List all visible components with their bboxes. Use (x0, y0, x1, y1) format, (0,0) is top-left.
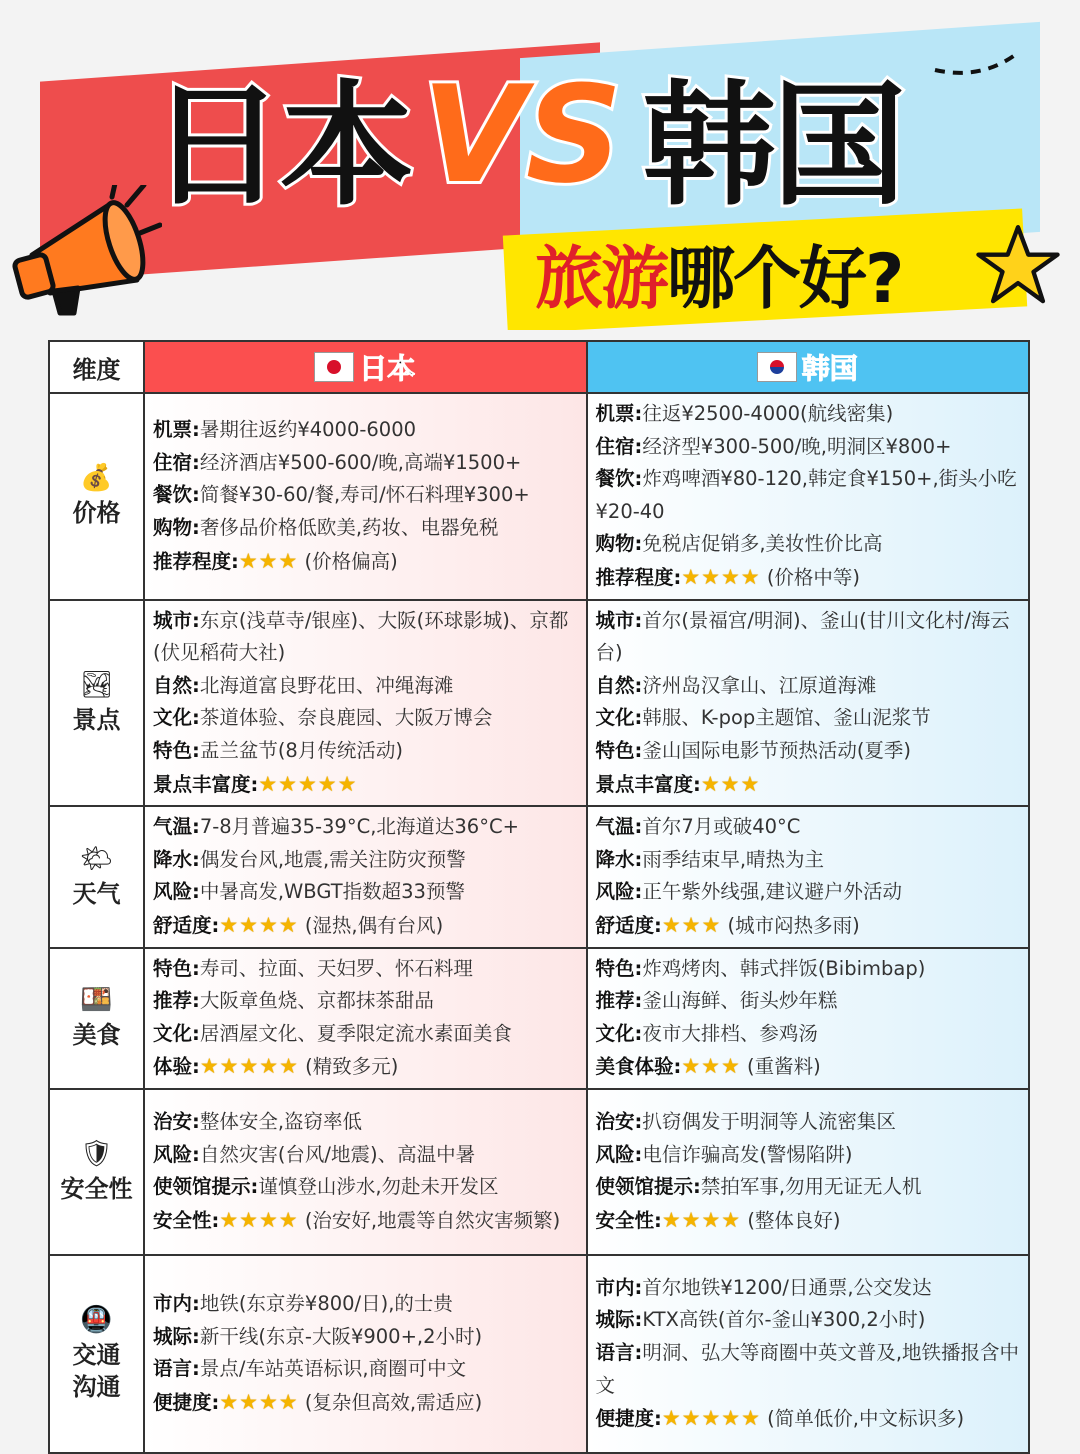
item-key: 推荐程度: (595, 565, 682, 589)
item-key: 语言: (153, 1357, 200, 1381)
header-korea (587, 341, 1030, 393)
rating-stars-icon: ★★★★ (219, 1389, 299, 1414)
dimension-label: 景点 (72, 705, 121, 734)
item-key: 景点丰富度: (153, 772, 259, 796)
header-japan (144, 341, 587, 393)
comparison-table (48, 340, 1030, 1431)
item-key: 治安: (153, 1110, 200, 1134)
list-item (596, 463, 1021, 528)
dimension-label: 安全性 (60, 1174, 133, 1203)
item-key: 特色: (595, 738, 643, 762)
item-value: (湿热,偶有台风) (304, 913, 444, 937)
page-subtitle (535, 225, 902, 322)
dimension-cell-sights (49, 600, 144, 807)
header-dimension: 维度 (49, 341, 144, 393)
item-value: 免税店促销多,美妆性价比高 (642, 532, 883, 556)
item-value: 大阪章鱼烧、京都抹茶甜品 (199, 989, 434, 1013)
item-value: 简餐¥30-60/餐,寿司/怀石料理¥300+ (199, 483, 530, 507)
list-item (596, 1402, 1021, 1436)
bento-icon: 🍱 (80, 985, 113, 1016)
list-item (153, 985, 578, 1018)
list-item (596, 605, 1021, 670)
item-value: 茶道体验、奈良鹿园、大阪万博会 (199, 706, 493, 730)
item-value: 釜山海鲜、街头炒年糕 (642, 989, 838, 1013)
list-item (596, 1304, 1021, 1337)
item-value: 谨慎登山涉水,勿赴未开发区 (258, 1175, 499, 1199)
item-key: 推荐: (153, 989, 200, 1013)
list-item (596, 1204, 1021, 1238)
dashed-line-decoration (930, 30, 1040, 100)
list-item (596, 1106, 1021, 1139)
item-value: 往返¥2500-4000(航线密集) (642, 402, 894, 425)
list-item (596, 670, 1021, 703)
japan-cell-transport (144, 1255, 587, 1453)
shield-icon: 🛡 (79, 1138, 113, 1169)
dimension-label: 天气 (72, 879, 121, 908)
item-value: 居酒屋文化、夏季限定流水素面美食 (199, 1021, 512, 1045)
item-value: 暑期往返约¥4000-6000 (199, 418, 417, 442)
item-value: 扒窃偶发于明洞等人流密集区 (642, 1110, 896, 1134)
list-item (596, 1272, 1021, 1305)
item-key: 治安: (595, 1110, 643, 1134)
item-key: 住宿: (153, 450, 200, 474)
table-row (49, 806, 1029, 947)
item-key: 语言: (595, 1341, 643, 1365)
dimension-cell-price (49, 393, 144, 600)
item-value: 寿司、拉面、天妇罗、怀石料理 (199, 956, 473, 980)
item-value: (价格中等) (766, 565, 861, 589)
item-value: (重酱料) (747, 1055, 821, 1079)
table-row (49, 948, 1029, 1089)
item-key: 机票: (153, 418, 200, 442)
item-key: 气温: (153, 815, 200, 839)
item-value: 新干线(东京-大阪¥900+,2小时) (199, 1324, 483, 1348)
item-key: 特色: (153, 738, 200, 762)
title-vs: VS (422, 57, 623, 213)
item-key: 景点丰富度: (595, 772, 701, 796)
item-key: 市内: (595, 1275, 643, 1299)
dimension-cell-transport (49, 1255, 144, 1453)
rating-stars-icon: ★★★★ (681, 564, 761, 589)
list-item (153, 670, 578, 703)
list-item (596, 909, 1021, 943)
rating-stars-icon: ★★★★★ (199, 1054, 299, 1079)
item-value: 正午紫外线强,建议避户外活动 (642, 880, 903, 904)
dimension-label: 交通 (72, 1340, 121, 1369)
japan-cell-food (144, 948, 587, 1089)
item-value: (精致多元) (305, 1055, 399, 1079)
item-value: 景点/车站英语标识,商圈可中文 (199, 1357, 467, 1381)
item-key: 风险: (153, 1142, 200, 1166)
korea-cell-food (587, 948, 1030, 1089)
item-key: 降水: (595, 847, 643, 871)
item-value: 东京(浅草寺/银座)、大阪(环球影城)、京都(伏见稻荷大社) (153, 608, 569, 665)
korea-cell-safety (587, 1089, 1030, 1255)
item-value: (价格偏高) (304, 549, 398, 573)
item-key: 餐饮: (153, 483, 200, 507)
table-row (49, 1255, 1029, 1453)
item-key: 文化: (595, 706, 643, 730)
item-key: 餐饮: (595, 467, 643, 491)
rating-stars-icon: ★★★ (700, 771, 761, 796)
list-item (596, 1050, 1021, 1084)
item-value: (复杂但高效,需适应) (304, 1390, 483, 1414)
item-key: 使领馆提示: (595, 1175, 701, 1199)
item-key: 安全性: (595, 1208, 662, 1232)
item-value: 首尔7月或破40°C (642, 815, 801, 839)
item-key: 美食体验: (595, 1055, 682, 1079)
item-value: 盂兰盆节(8月传统活动) (199, 738, 403, 762)
item-value: 韩服、K-pop主题馆、釜山泥浆节 (642, 706, 931, 730)
list-item (153, 876, 578, 909)
korea-cell-price (587, 393, 1030, 600)
item-key: 自然: (153, 673, 200, 697)
list-item (153, 811, 578, 844)
table-row (49, 600, 1029, 807)
list-item (153, 702, 578, 735)
item-key: 气温: (595, 815, 643, 839)
item-key: 推荐程度: (153, 549, 239, 573)
list-item (153, 1321, 578, 1354)
item-key: 安全性: (153, 1208, 220, 1232)
list-item (596, 844, 1021, 877)
subtitle-part1: 旅游 (535, 240, 668, 319)
list-item (153, 512, 578, 545)
rating-stars-icon: ★★★★ (219, 912, 299, 937)
item-value: 经济酒店¥500-600/晚,高端¥1500+ (199, 450, 522, 474)
list-item (153, 1386, 578, 1420)
item-key: 住宿: (595, 434, 643, 458)
list-item (153, 909, 578, 943)
metro-icon: 🚇 (80, 1304, 113, 1335)
list-item (153, 1171, 578, 1204)
list-item (153, 605, 578, 670)
item-value: 奢侈品价格低欧美,药妆、电器免税 (199, 516, 499, 540)
list-item (153, 479, 578, 512)
title-japan: 日本 (150, 68, 411, 224)
item-value: 明洞、弘大等商圈中英文普及,地铁播报含中文 (595, 1341, 1020, 1397)
table-row (49, 1089, 1029, 1255)
japan-cell-sights (144, 600, 587, 807)
item-key: 城市: (153, 608, 200, 632)
item-value: 经济型¥300-500/晚,明洞区¥800+ (642, 434, 952, 458)
korea-cell-weather (587, 806, 1030, 947)
table-row (49, 393, 1029, 600)
list-item (596, 735, 1021, 768)
sun-cloud-icon: 🌤 (79, 843, 113, 874)
list-item (596, 702, 1021, 735)
list-item (596, 1139, 1021, 1172)
page-title (150, 55, 903, 224)
item-value: 雨季结束早,晴热为主 (642, 847, 825, 871)
list-item (153, 447, 578, 480)
item-value: 中暑高发,WBGT指数超33预警 (199, 880, 465, 904)
item-value: 夜市大排档、参鸡汤 (642, 1021, 818, 1045)
list-item (596, 398, 1021, 431)
item-key: 机票: (595, 402, 643, 425)
item-value: 偶发台风,地震,需关注防灾预警 (199, 847, 466, 871)
list-item (153, 1050, 578, 1084)
list-item (153, 735, 578, 768)
rating-stars-icon: ★★★★ (219, 1207, 299, 1232)
list-item (596, 768, 1021, 802)
dimension-cell-food (49, 948, 144, 1089)
megaphone-icon (12, 185, 162, 320)
list-item (596, 528, 1021, 561)
item-value: 济州岛汉拿山、江原道海滩 (642, 673, 877, 697)
landscape-icon: 🏞 (79, 669, 113, 700)
item-key: 文化: (595, 1021, 643, 1045)
list-item (596, 561, 1021, 595)
item-value: 禁拍军事,勿用无证无人机 (700, 1175, 922, 1199)
rating-stars-icon: ★★★ (238, 548, 299, 573)
dimension-cell-safety (49, 1089, 144, 1255)
list-item (153, 768, 578, 802)
item-value: (治安好,地震等自然灾害频繁) (304, 1208, 561, 1232)
item-key: 舒适度: (595, 913, 662, 937)
item-key: 城市: (595, 608, 643, 632)
list-item (153, 844, 578, 877)
item-value: (城市闷热多雨) (727, 913, 860, 937)
item-key: 体验: (153, 1055, 200, 1079)
item-key: 购物: (595, 532, 643, 556)
list-item (596, 1018, 1021, 1051)
item-key: 市内: (153, 1292, 200, 1316)
list-item (596, 1171, 1021, 1204)
item-value: (整体良好) (747, 1208, 841, 1232)
item-key: 风险: (595, 880, 643, 904)
item-key: 便捷度: (595, 1407, 662, 1431)
item-key: 使领馆提示: (153, 1175, 259, 1199)
item-key: 舒适度: (153, 913, 220, 937)
list-item (596, 431, 1021, 464)
subtitle-part2: 哪个好? (667, 240, 903, 319)
item-key: 风险: (153, 880, 200, 904)
item-key: 城际: (595, 1308, 643, 1332)
dimension-label: 价格 (72, 499, 121, 528)
item-value: 釜山国际电影节预热活动(夏季) (642, 738, 912, 762)
item-key: 便捷度: (153, 1390, 220, 1414)
item-value: 地铁(东京券¥800/日),的士贵 (199, 1292, 453, 1316)
item-key: 推荐: (595, 989, 643, 1013)
rating-stars-icon: ★★★★ (661, 1207, 742, 1232)
list-item (153, 1288, 578, 1321)
item-value: 自然灾害(台风/地震)、高温中暑 (199, 1142, 476, 1166)
rating-stars-icon: ★★★ (681, 1054, 741, 1079)
list-item (596, 953, 1021, 986)
item-key: 降水: (153, 847, 200, 871)
item-key: 自然: (595, 673, 643, 697)
item-value: (简单低价,中文标识多) (767, 1407, 965, 1431)
rating-stars-icon: ★★★★★ (258, 771, 358, 796)
item-value: 整体安全,盗窃率低 (199, 1110, 363, 1134)
list-item (596, 876, 1021, 909)
korea-cell-transport (587, 1255, 1030, 1453)
list-item (153, 1204, 578, 1238)
japan-cell-safety (144, 1089, 587, 1255)
item-value: 首尔(景福宫/明洞)、釜山(甘川文化村/海云台) (595, 608, 1010, 665)
japan-cell-weather (144, 806, 587, 947)
dimension-cell-weather (49, 806, 144, 947)
dimension-label: 沟通 (72, 1372, 121, 1401)
dimension-label: 美食 (72, 1021, 121, 1050)
item-key: 购物: (153, 516, 200, 540)
item-value: 首尔地铁¥1200/日通票,公交发达 (642, 1275, 932, 1299)
korea-cell-sights (587, 600, 1030, 807)
item-key: 城际: (153, 1324, 200, 1348)
rating-stars-icon: ★★★★★ (661, 1406, 761, 1431)
item-key: 风险: (595, 1142, 643, 1166)
list-item (153, 1139, 578, 1172)
header-japan-label: 日本 (359, 352, 416, 385)
item-value: 7-8月普遍35-39°C,北海道达36°C+ (199, 815, 519, 839)
star-icon (975, 222, 1061, 308)
korea-flag-icon (758, 353, 796, 381)
item-value: 炸鸡烤肉、韩式拌饭(Bibimbap) (642, 956, 926, 980)
list-item (596, 985, 1021, 1018)
item-value: 电信诈骗高发(警惕陷阱) (642, 1142, 853, 1166)
list-item (153, 414, 578, 447)
item-value: 北海道富良野花田、冲绳海滩 (199, 673, 454, 697)
header-korea-label: 韩国 (801, 352, 858, 385)
item-key: 特色: (153, 956, 200, 980)
table-header-row (49, 341, 1029, 393)
list-item (596, 1337, 1021, 1402)
item-key: 文化: (153, 706, 200, 730)
list-item (153, 1018, 578, 1051)
money-bag-icon: 💰 (80, 463, 113, 494)
title-banner (0, 0, 1080, 330)
list-item (153, 545, 578, 579)
item-value: KTX高铁(首尔-釜山¥300,2小时) (642, 1308, 926, 1332)
title-korea: 韩国 (642, 68, 903, 224)
japan-cell-price (144, 393, 587, 600)
japan-flag-icon (315, 353, 353, 381)
rating-stars-icon: ★★★ (661, 912, 722, 937)
item-key: 特色: (595, 956, 643, 980)
list-item (153, 1106, 578, 1139)
list-item (596, 811, 1021, 844)
list-item (153, 1353, 578, 1386)
list-item (153, 953, 578, 986)
item-value: 炸鸡啤酒¥80-120,韩定食¥150+,街头小吃¥20-40 (595, 467, 1017, 523)
item-key: 文化: (153, 1021, 200, 1045)
